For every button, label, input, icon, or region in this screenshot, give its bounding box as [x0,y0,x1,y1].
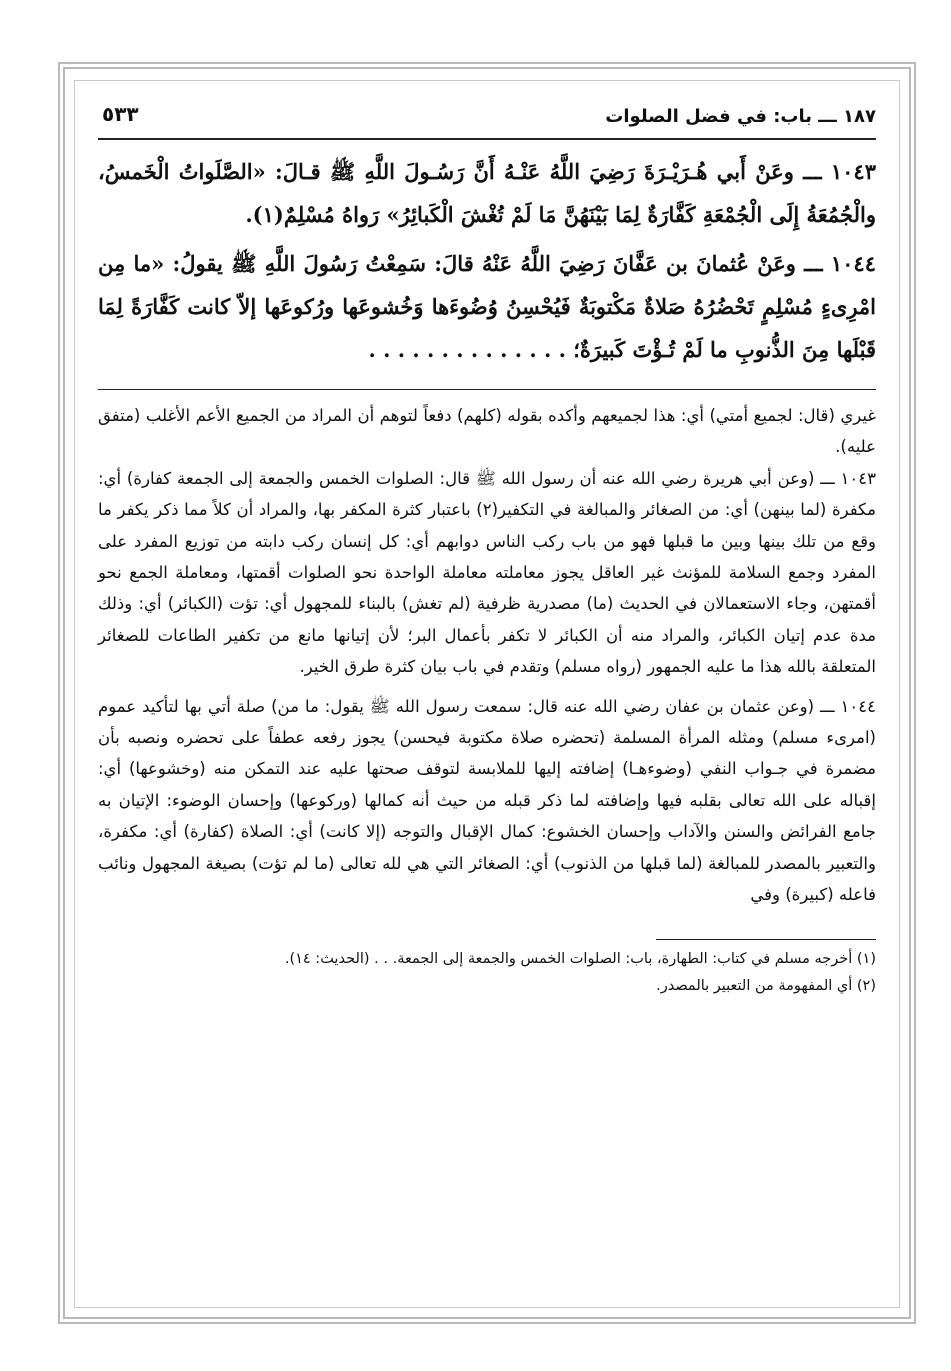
commentary-divider [98,389,876,390]
footnote-1: (١) أخرجه مسلم في كتاب: الطهارة، باب: الصلوات الخمس والجمعة إلى الجمعة. . . (الحديث: ١٤). [284,950,876,967]
hadith-1043: ١٠٤٣ ـــ وعَنْ أَبي هُـرَيْـرَةَ رَضِيَ اللَّهُ عَنْـهُ أَنَّ رَسُـولَ اللَّهِ ﷺ قـالَ: «الصَّلَواتُ الْخَمسُ، والْجُمُعَةُ إِلَى الْجُمْعَةِ كَفَّارَةٌ لِمَا بَيْنَهُنَّ مَا لَمْ تُغْشَ الْكَبائِرُ» رَواهُ مُسْلِمٌ(١). [98,159,876,227]
commentary-continuation: غيري (قال: لجميع أمتي) أي: هذا لجميعهم وأكده بقوله (كلهم) دفعاً لتوهم أن المراد من الجميع الأعم الأغلب (متفق عليه). [98,406,876,457]
page-content [98,92,876,1000]
footnote-divider [656,939,876,940]
page-number: ٥٣٣ [102,102,139,126]
footnote-2: (٢) أي المفهومة من التعبير بالمصدر. [656,977,876,994]
running-header [98,92,876,140]
chapter-title: ١٨٧ ـــ باب: في فضل الصلوات [605,106,876,127]
hadith-1044: ١٠٤٤ ـــ وعَنْ عُثمانَ بن عَفَّانَ رَضِيَ اللَّهُ عَنْهُ قالَ: سَمِعْتُ رَسُولَ اللَّهِ ﷺ يقولُ: «ما مِن امْرِىءٍ مُسْلِمٍ تَحْضُرُهُ صَلاةٌ مَكْتوبَةٌ فَيُحْسِنُ وُضُوءَها وَخُشوعَها ورُكوعَها إلاّ كانت كَفَّارَةً لِمَا قَبْلَها مِنَ الذُّنوبِ ما لَمْ تُـؤْتَ كَبيرَةٌ؛ . . . . . . . . . . . . . . [98,251,876,362]
commentary-1044: ١٠٤٤ ـــ (وعن عثمان بن عفان رضي الله عنه قال: سمعت رسول الله ﷺ يقول: ما من) صلة أتي بها لتأكيد عموم (امرىء مسلم) ومثله المرأة المسلمة (تحضره صلاة مكتوبة فيحسن) يجوز رفعه عطفاً على تحضره ونصبه بأن مضمرة في جـواب النفي (وضوءهـا) إضافته إليها للملابسة لتوقف صحتها عليه عند التمكن منه (وخشوعها) أي: إقباله على الله تعالى بقلبه فيها وإضافته لما ذكر قبله من حيث أنه كمالها (وركوعها) وإحسان الوضوء: الإتيان به جامع الفرائض والسنن والآداب وإحسان الخشوع: كمال الإقبال والتوجه (إلا كانت) أي: الصلاة (كفارة) أي: مكفرة، والتعبير بالمصدر للمبالغة (لما قبلها من الذنوب) أي: الصغائر التي هي لله تعالى (ما لم تؤت) بصيغة المجهول ونائب فاعله (كبيرة) وفي [98,696,876,905]
commentary-1043: ١٠٤٣ ـــ (وعن أبي هريرة رضي الله عنه أن رسول الله ﷺ قال: الصلوات الخمس والجمعة إلى الجمعة كفارة) أي: مكفرة (لما بينهن) أي: من الصغائر والمبالغة في التكفير(٢) باعتبار كثرة المكفر بها، والمراد أن كلاً مما ذكر يكفر ما وقع من تلك بينها وبين ما قبلها فهو من باب ركب الناس دوابهم أي: كل إنسان ركب دابته من توزيع المفرد على المفرد وجمع السلامة للمؤنث غير العاقل يجوز معاملته معاملة الواحدة نحو الصلوات أقمتها، ومعاملة الجمع نحو أقمتهن، وجاء الاستعمالان في الحديث (ما) مصدرية ظرفية (لم تغش) بالبناء للمجهول أي: تؤت (الكبائر) أي: وذلك مدة عدم إتيان الكبائر، والمراد منه أن الكبائر لا تكفر بأعمال البر؛ لأن إتيانها مانع من تكفير الطاعات للصغائر المتعلقة بالله هذا ما عليه الجمهور (رواه مسلم) وتقدم في باب بيان كثرة طرق الخير. [98,468,876,677]
